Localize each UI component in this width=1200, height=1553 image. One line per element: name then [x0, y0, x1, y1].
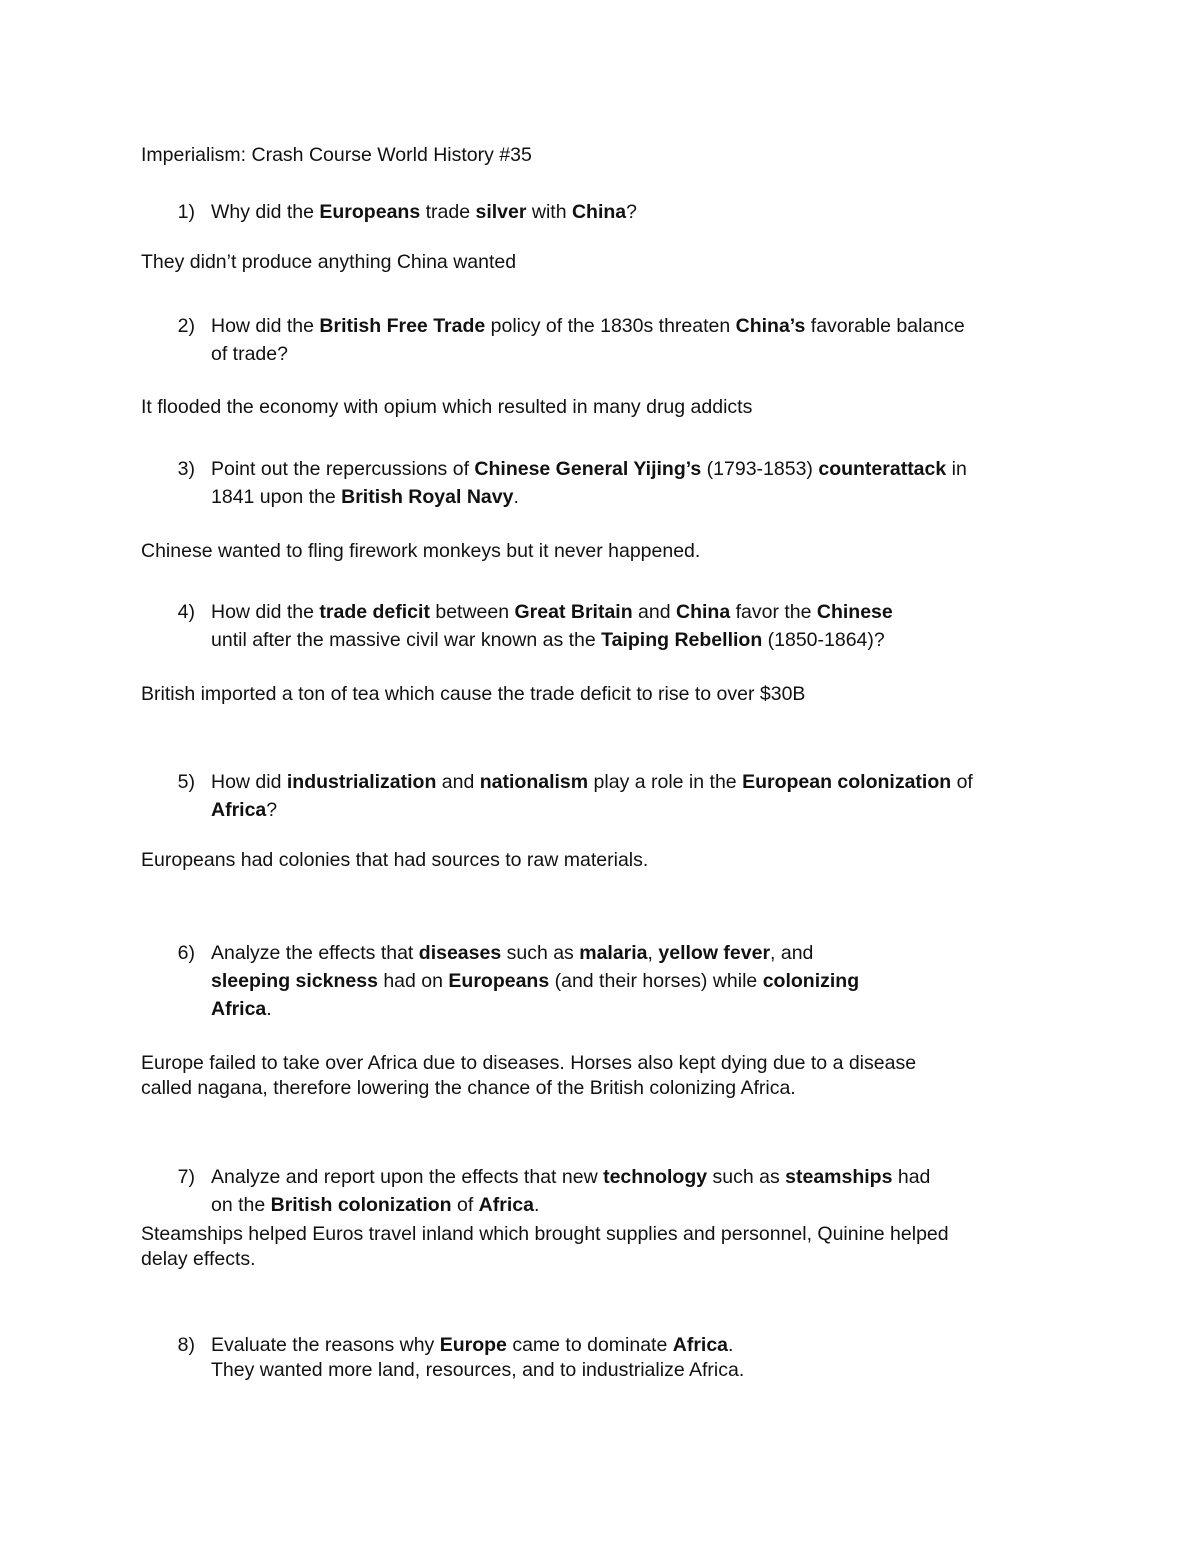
question-text: How did the	[211, 315, 320, 337]
question-text-line	[211, 941, 813, 965]
question-text: ?	[626, 201, 637, 223]
bold-term: diseases	[418, 942, 502, 964]
answer-line: Chinese wanted to fling firework monkeys but it never happened.	[141, 540, 701, 562]
question-text: Analyze and report upon the effects that new	[211, 1166, 604, 1188]
bold-term: sleeping sickness	[211, 970, 378, 992]
question-text: of trade?	[211, 343, 288, 365]
question-number: 5)	[177, 771, 195, 793]
bold-term: Africa	[211, 799, 267, 821]
question-text-line	[211, 1193, 539, 1217]
bold-term: British Royal Navy	[341, 486, 514, 508]
question-text: How did	[211, 771, 287, 793]
question-text: favorable balance	[805, 315, 965, 337]
question-text: .	[728, 1334, 734, 1356]
question-text-line	[211, 1333, 733, 1357]
question-text: until after the massive civil war known as the	[211, 629, 602, 651]
bold-term: British colonization	[270, 1194, 452, 1216]
question-number: 6)	[177, 942, 195, 964]
question-text: in	[946, 458, 967, 480]
bold-term: Europeans	[319, 201, 421, 223]
question-number: 3)	[177, 458, 195, 480]
question-text: (and their horses) while	[549, 970, 763, 992]
question-text: (1850-1864)?	[762, 629, 885, 651]
question-text: , and	[770, 942, 814, 964]
answer-line: delay effects.	[141, 1248, 256, 1270]
bold-term: Chinese General Yijing’s	[474, 458, 702, 480]
bold-term: steamships	[785, 1166, 893, 1188]
question-text: Why did the	[211, 201, 320, 223]
bold-term: colonizing	[762, 970, 860, 992]
question-text: play a role in the	[588, 771, 743, 793]
answer-line: Europe failed to take over Africa due to diseases. Horses also kept dying due to a disease	[141, 1052, 917, 1074]
question-number: 2)	[177, 315, 195, 337]
question-text: and	[632, 601, 676, 623]
question-text: came to dominate	[506, 1334, 673, 1356]
bold-term: malaria	[579, 942, 648, 964]
bold-term: yellow fever	[658, 942, 771, 964]
question-text: policy of the 1830s threaten	[485, 315, 736, 337]
bold-term: Europe	[439, 1334, 507, 1356]
question-text-line	[211, 798, 277, 822]
answer-line: They didn’t produce anything China wanted	[141, 251, 517, 273]
question-text: (1793-1853)	[701, 458, 819, 480]
bold-term: China	[571, 201, 627, 223]
question-text: 1841 upon the	[211, 486, 342, 508]
question-text: favor the	[730, 601, 817, 623]
question-text: How did the	[211, 601, 320, 623]
question-text: Evaluate the reasons why	[211, 1334, 440, 1356]
question-text: trade	[420, 201, 476, 223]
question-text-line	[211, 457, 967, 481]
bold-term: British Free Trade	[319, 315, 486, 337]
bold-term: trade deficit	[319, 601, 430, 623]
question-text: had	[892, 1166, 931, 1188]
question-text: and	[436, 771, 480, 793]
bold-term: nationalism	[479, 771, 589, 793]
document-title: Imperialism: Crash Course World History #35	[141, 144, 532, 166]
bold-term: China	[676, 601, 731, 623]
bold-term: Europeans	[448, 970, 550, 992]
question-text-line	[211, 770, 973, 794]
question-text: .	[513, 486, 519, 508]
bold-term: China’s	[735, 315, 806, 337]
answer-line: They wanted more land, resources, and to industrialize Africa.	[211, 1359, 745, 1381]
question-text: such as	[501, 942, 580, 964]
answer-line: called nagana, therefore lowering the chance of the British colonizing Africa.	[141, 1077, 796, 1099]
question-text-line	[211, 342, 288, 366]
bold-term: Africa	[478, 1194, 534, 1216]
question-text: with	[526, 201, 572, 223]
question-text: such as	[707, 1166, 786, 1188]
answer-line: It flooded the economy with opium which resulted in many drug addicts	[141, 396, 753, 418]
question-text: between	[429, 601, 515, 623]
question-number: 1)	[177, 201, 195, 223]
question-number: 4)	[177, 601, 195, 623]
question-number: 8)	[177, 1334, 195, 1356]
bold-term: Chinese	[816, 601, 893, 623]
question-text-line	[211, 1165, 930, 1189]
question-text: .	[266, 998, 272, 1020]
bold-term: silver	[475, 201, 527, 223]
question-text: of	[451, 1194, 479, 1216]
question-text-line	[211, 314, 965, 338]
answer-line: British imported a ton of tea which cause the trade deficit to rise to over $30B	[141, 683, 806, 705]
question-text: on the	[211, 1194, 271, 1216]
question-number: 7)	[177, 1166, 195, 1188]
question-text-line	[211, 969, 859, 993]
question-text-line	[211, 628, 885, 652]
bold-term: Africa	[211, 998, 267, 1020]
question-text: had on	[377, 970, 449, 992]
bold-term: technology	[603, 1166, 708, 1188]
question-text-line	[211, 200, 637, 224]
question-text: Analyze the effects that	[211, 942, 419, 964]
question-text: ,	[647, 942, 659, 964]
question-text-line	[211, 600, 893, 624]
bold-term: European colonization	[742, 771, 952, 793]
question-text-line	[211, 997, 272, 1021]
question-text: Point out the repercussions of	[211, 458, 475, 480]
bold-term: Great Britain	[514, 601, 633, 623]
answer-line: Steamships helped Euros travel inland which brought supplies and personnel, Quinine helped	[141, 1223, 949, 1245]
question-text: of	[951, 771, 973, 793]
bold-term: Africa	[672, 1334, 729, 1356]
bold-term: industrialization	[286, 771, 437, 793]
bold-term: Taiping Rebellion	[601, 629, 763, 651]
bold-term: counterattack	[818, 458, 947, 480]
question-text: .	[533, 1194, 540, 1216]
question-text-line	[211, 485, 519, 509]
question-text: ?	[266, 799, 278, 821]
answer-line: Europeans had colonies that had sources to raw materials.	[141, 849, 649, 871]
